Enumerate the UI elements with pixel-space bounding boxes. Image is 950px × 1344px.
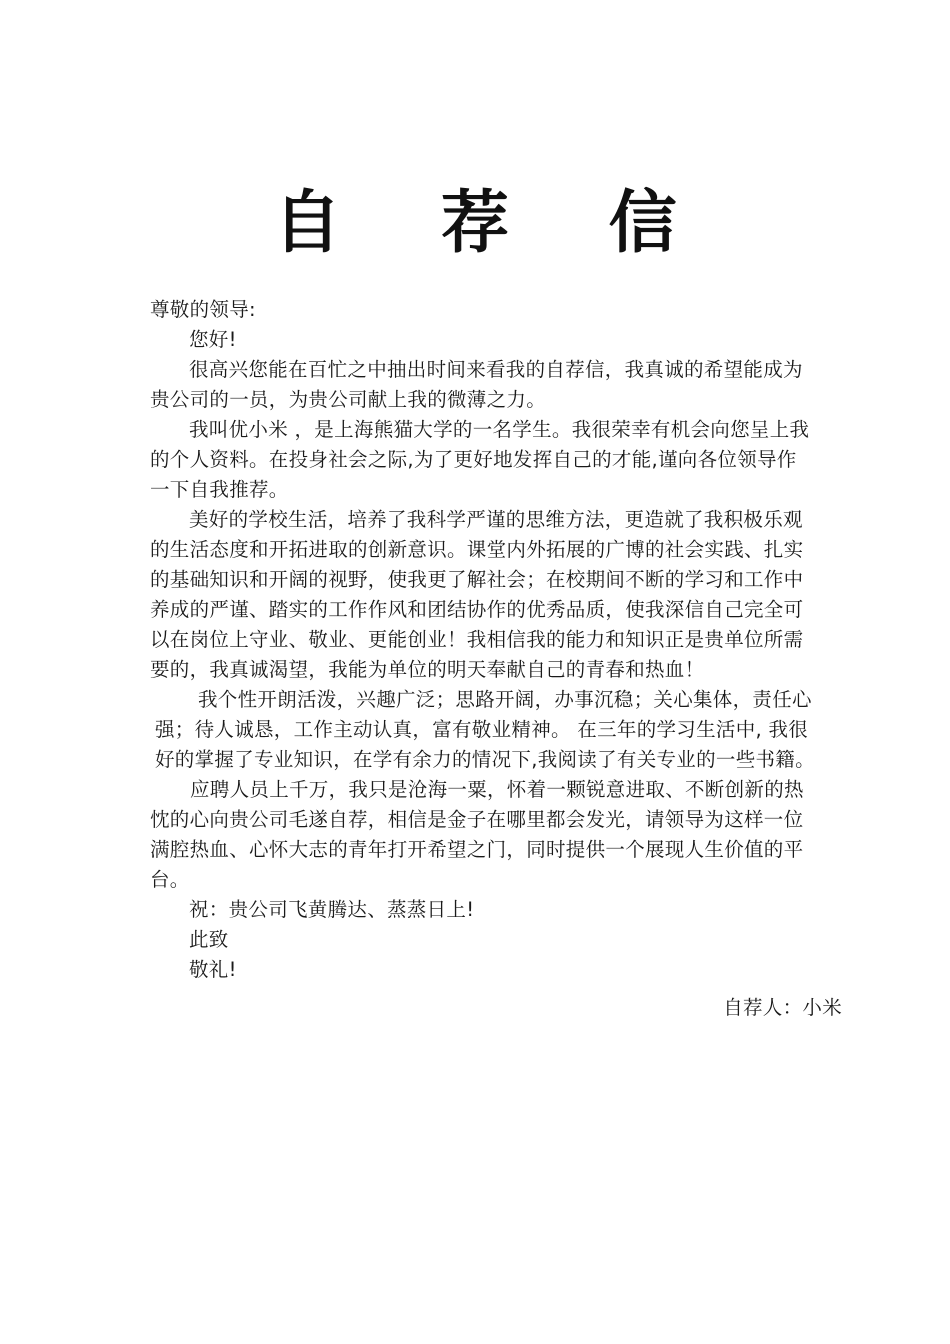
paragraph-line: 一下自我推荐。: [150, 478, 289, 501]
paragraph-line: 的基础知识和开阔的视野，使我更了解社会；在校期间不断的学习和工作中: [150, 568, 804, 591]
paragraph-line: 很高兴您能在百忙之中抽出时间来看我的自荐信，我真诚的希望能成为: [189, 358, 803, 381]
paragraph-line: 美好的学校生活，培养了我科学严谨的思维方法，更造就了我积极乐观: [189, 508, 803, 531]
document-title: 自 荐 信: [273, 184, 715, 263]
letter-body: [150, 295, 842, 985]
paragraph-line: 强；待人诚恳，工作主动认真，富有敬业精神。 在三年的学习生活中, 我很: [155, 718, 809, 741]
paragraph-line: 应聘人员上千万，我只是沧海一粟，怀着一颗锐意进取、不断创新的热: [190, 778, 804, 801]
paragraph-line: 要的，我真诚渴望，我能为单位的明天奉献自己的青春和热血！: [150, 658, 705, 681]
paragraph-line: 好的掌握了专业知识，在学有余力的情况下,我阅读了有关专业的一些书籍。: [155, 748, 815, 771]
paragraph-line: 的生活态度和开拓进取的创新意识。课堂内外拓展的广博的社会实践、扎实: [150, 538, 804, 561]
closing-wish: 祝：贵公司飞黄腾达、蒸蒸日上!: [189, 898, 475, 921]
greeting: 您好!: [189, 328, 237, 351]
paragraph-line: 忱的心向贵公司毛遂自荐，相信是金子在哪里都会发光，请领导为这样一位: [150, 808, 804, 831]
paragraph-line: 我叫优小米 ，是上海熊猫大学的一名学生。我很荣幸有机会向您呈上我: [189, 418, 810, 441]
paragraph-self-introduction: [150, 415, 842, 505]
paragraph-school-life: [150, 505, 842, 685]
signature: 自荐人：小米: [723, 996, 842, 1019]
paragraph-line: 我个性开朗活泼，兴趣广泛；思路开阔，办事沉稳；关心集体，责任心: [198, 688, 812, 711]
paragraph-line: 以在岗位上守业、敬业、更能创业！我相信我的能力和知识正是贵单位所需: [150, 628, 804, 651]
paragraph-line: 台。: [150, 868, 190, 891]
paragraph-line: 满腔热血、心怀大志的青年打开希望之门，同时提供一个展现人生价值的平: [150, 838, 804, 861]
paragraph-line: 贵公司的一员，为贵公司献上我的微薄之力。: [150, 388, 547, 411]
paragraph-intro: [150, 355, 842, 415]
salutation: 尊敬的领导:: [150, 298, 256, 321]
paragraph-line: 养成的严谨、踏实的工作作风和团结协作的优秀品质，使我深信自己完全可: [150, 598, 804, 621]
closing-respect-2: 敬礼!: [189, 958, 237, 981]
paragraph-personality: [150, 685, 842, 775]
paragraph-application: [150, 775, 842, 895]
closing-respect-1: 此致: [189, 928, 229, 951]
paragraph-line: 的个人资料。在投身社会之际,为了更好地发挥自己的才能,谨向各位领导作: [150, 448, 797, 471]
